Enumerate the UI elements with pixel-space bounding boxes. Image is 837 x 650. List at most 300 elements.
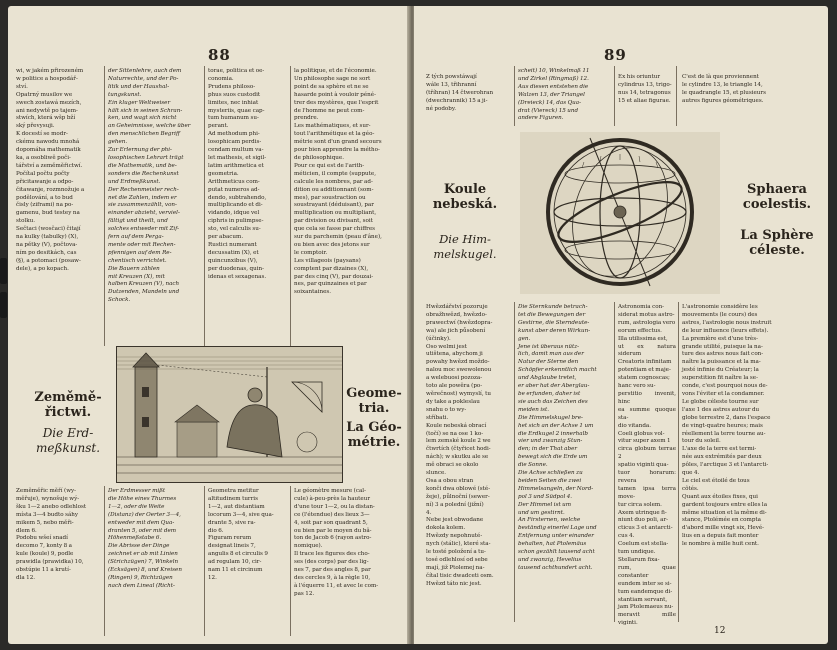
text-line: přicitawanje a odpo- xyxy=(16,178,74,185)
text-line: que 4. xyxy=(682,470,700,477)
text-line: Creatoris infinitam xyxy=(618,359,672,366)
text-line: perant. xyxy=(208,123,229,130)
text-line: An Firsternen, welche xyxy=(518,517,581,524)
left-top-column-latin xyxy=(208,68,286,281)
text-line: ut ex natura siderum xyxy=(618,343,676,358)
text-line: Der Himmel ist um xyxy=(518,501,572,508)
text-line: die Erdkugel 2 innerhalb xyxy=(518,430,588,437)
text-line: Ad methodum phi- xyxy=(208,131,260,138)
text-line: l'axe 1 des astres autour du xyxy=(682,406,760,413)
text-line: stantiam servant, xyxy=(618,596,668,603)
text-line: halben Kreuzen (V), nach xyxy=(108,281,180,288)
text-line: cule) à-peu-près la hauteur xyxy=(294,495,370,502)
text-line: an Geheimnisse, welche über xyxy=(108,123,191,130)
text-line: und Zirkel (Ringmaß) 12. xyxy=(518,75,589,82)
text-line: circa globum terrae 2 xyxy=(618,446,676,461)
text-line: er aber hat der Aberglau- xyxy=(518,383,590,390)
text-line: stwích, která wšp bží xyxy=(16,115,76,122)
text-line: tářství a zeměměřictwí. xyxy=(16,162,83,169)
text-line: trer des mystères, que l'esprit xyxy=(294,99,379,106)
text-line: Le globe céleste tourne sur xyxy=(682,398,759,405)
text-line: le comptoir. xyxy=(294,249,328,256)
text-line: mají, již Ptolemej na- xyxy=(426,564,485,571)
text-line: tausend achthundert acht. xyxy=(518,564,593,571)
text-line: L'axe de la terre est termi- xyxy=(682,446,757,453)
text-line: behalten, hat Ptolemäus xyxy=(518,541,587,548)
text-line: sur du parchemin (peau d'âne), xyxy=(294,234,382,241)
text-line: jesté infinie du Créateur; la xyxy=(682,367,759,374)
right-footer-number: 12 xyxy=(714,626,726,636)
text-line: Podobu wšeí snadí xyxy=(16,535,68,542)
text-line: konči dwa oblowé (sté- xyxy=(426,485,491,492)
text-line: Arithmeticus com- xyxy=(208,178,260,185)
text-line: wále 13, třihranní xyxy=(426,81,477,88)
text-line: cylindrus 13, trigo- xyxy=(618,81,672,88)
text-line: Un philosophe sage ne sort xyxy=(294,75,371,82)
text-line: dio vitanda. xyxy=(618,422,652,429)
text-line: vidando, idque vel xyxy=(208,210,260,217)
text-line: Schock. xyxy=(108,297,131,304)
text-line: mes), par soustraction ou xyxy=(294,194,366,201)
heading-right-czech: Koule nebeská. xyxy=(432,182,498,212)
text-line: pol 3 und Südpol 4. xyxy=(518,493,573,500)
right-bottom-column-latin xyxy=(618,304,676,628)
text-line: 15 et aliae figurae. xyxy=(618,97,671,104)
text-line: ní) 3 a polední (jižní) xyxy=(426,501,484,508)
text-line: na kulky (tabulky) (X), xyxy=(16,234,79,241)
right-bottom-column-french xyxy=(682,304,820,549)
text-line: superstition fit naître la se- xyxy=(682,375,758,382)
text-line: Počítal počtu počty xyxy=(16,170,70,177)
text-line: 1—2, oder die Weite xyxy=(108,503,165,510)
right-bottom-column-german xyxy=(518,304,610,573)
text-line: měřuje), wynošuje wý- xyxy=(16,495,80,502)
text-line: slunce. xyxy=(426,470,447,477)
text-line: K docestí se modr- xyxy=(16,131,68,138)
right-top-column-latin xyxy=(618,74,674,106)
text-line: meravit mille viginti. xyxy=(618,612,676,627)
text-line: perstitio invenit, hinc xyxy=(618,390,676,405)
text-line: a welebuosi pozoza- xyxy=(426,375,483,382)
text-line: let mathesis, et sigil- xyxy=(208,154,267,161)
text-line: beiden Seiten die zwei xyxy=(518,477,582,484)
text-line: conde, c'est pourquoi nous de- xyxy=(682,383,768,390)
text-line: Die Himmelskugel bre- xyxy=(518,414,583,421)
text-line: d'une tour 1—2, ou la distan- xyxy=(294,503,375,510)
text-line: podělování, a to bud xyxy=(16,194,73,201)
text-line: tosé odlehlosí od sebe xyxy=(426,557,488,563)
text-line: putat numeros ad- xyxy=(208,186,260,193)
text-line: réellement la terre tourne au- xyxy=(682,430,766,437)
text-line: de l'homme ne peut com- xyxy=(294,107,365,114)
text-line: utištena, abychom ji xyxy=(426,351,483,358)
text-line: kule (koule) 9, podle xyxy=(16,551,74,558)
text-line: Quant aux étoiles fixes, qui xyxy=(682,493,758,500)
text-line: Himmelsangeln, der Nord- xyxy=(518,485,594,492)
text-line: obražhwězd, hwězdo- xyxy=(426,311,487,318)
text-line: Nebe jest obwodane xyxy=(426,517,484,524)
text-line: gardent toujours entre elles la xyxy=(682,501,768,508)
text-line: (Strichzügen) 7, Winkeln xyxy=(108,559,179,566)
text-line: 4, soit par son quadrant 5, xyxy=(294,519,368,526)
text-line: tamen ipsa terra move- xyxy=(618,485,676,500)
text-line: le cylindre 13, le triangle 14, xyxy=(682,81,763,88)
text-line: nách); w skutku ale se xyxy=(426,454,489,461)
text-line: die Sonne. xyxy=(518,462,548,469)
text-line: ton de Jacob 6 (rayon astro- xyxy=(294,535,372,542)
text-line: Der Rechenmeister rech- xyxy=(108,186,179,193)
text-line: prawidla (prawidka) 10, xyxy=(16,559,84,566)
text-line: dio 6. xyxy=(208,527,224,534)
text-line: idenas et sexagenas. xyxy=(208,273,267,280)
text-line: Axem utrinque fi- xyxy=(618,509,667,516)
text-line: Zeměměřic měří (wy- xyxy=(16,488,77,494)
text-line: altitudinem turris xyxy=(208,495,258,502)
left-top-column-german xyxy=(108,68,200,305)
text-line: Oso welmi jest xyxy=(426,343,467,350)
text-line: d'abord mille vingt six, Hevé- xyxy=(682,525,765,532)
text-line: nalou moc swewolenou xyxy=(426,367,492,374)
text-line: ken, und wagt sich nicht xyxy=(108,115,177,122)
text-line: potentiam et maje- xyxy=(618,367,671,374)
text-line: le quadrangle 15, et plusieurs xyxy=(682,89,766,96)
heading-german: Die Erd-meßkunst. xyxy=(35,426,101,455)
binder-clip-upper xyxy=(0,258,7,284)
text-line: drat (Viereck) 15 und xyxy=(518,107,579,114)
text-line: Höhenmeßstabe 6. xyxy=(108,535,162,542)
text-line: de philosophique. xyxy=(294,154,344,161)
text-line: dendo, subtrahendo, xyxy=(208,194,267,201)
text-line: čtwrtích (čtyřicet hodi- xyxy=(426,446,491,453)
text-line: het sich an der Achse 1 um xyxy=(518,422,594,429)
text-line: gehen. xyxy=(108,139,128,146)
text-line: mouvements (le cours) des xyxy=(682,311,758,318)
text-line: Ein kluger Weltweiser xyxy=(108,99,171,106)
text-line: powahy hwězd moždo- xyxy=(426,359,490,366)
text-line: ou bien par le moyen du bâ- xyxy=(294,527,372,534)
left-top-column-czech xyxy=(16,68,100,274)
text-line: dla 12. xyxy=(16,574,36,581)
text-line: quincunxibus (V), xyxy=(208,257,258,264)
text-line: soustrayant (déduisant), par xyxy=(294,202,374,209)
right-top-column-czech xyxy=(426,74,510,114)
left-bottom-column-german xyxy=(108,488,200,591)
text-line: tour du soleil. xyxy=(682,438,721,445)
text-line: pfennigen auf dem Re- xyxy=(108,249,172,256)
text-line: 4. xyxy=(426,509,432,516)
text-line: tuor horarum: revera xyxy=(618,470,676,484)
text-line: ani nedywtě po tajem- xyxy=(16,107,78,114)
left-bottom-column-french xyxy=(294,488,400,599)
text-line: fern auf dem Perga- xyxy=(108,234,164,241)
text-line: née aux extrémités par deux xyxy=(682,454,762,461)
text-line: čitawanje, rozmnožuje a xyxy=(16,186,85,193)
text-line: tur circa solem. xyxy=(618,501,662,508)
text-line: ture des astres nous fait con- xyxy=(682,351,764,358)
text-line: Koule nebeská obrací xyxy=(426,422,487,429)
text-line: pour bien apprendre la métho- xyxy=(294,147,380,154)
text-line: cticus 3 et antarcti- xyxy=(618,525,673,532)
text-line: siderat motus astro- xyxy=(618,311,675,318)
text-line: Sečtaci (wosčaci) čitají xyxy=(16,226,81,233)
text-line: lem zemské koule 2 we xyxy=(426,438,491,445)
text-line: ciphris in pulimpse- xyxy=(208,218,264,225)
text-line: Entfernung unter einander xyxy=(518,533,594,540)
text-line: und Abglaube tretet, xyxy=(518,375,577,382)
text-line: Der Erdmesser mißt xyxy=(108,488,166,494)
text-line: w politice a hospodář- xyxy=(16,75,78,82)
text-line: tout l'arithmétique et la géo- xyxy=(294,131,375,138)
text-line: dranten 5, oder mit dem xyxy=(108,527,177,534)
text-line: den menschlichen Begriff xyxy=(108,131,180,138)
text-line: Jene ist überaus nütz- xyxy=(518,343,580,350)
text-line: die Mathematik, und be- xyxy=(108,162,177,169)
geometry-engraving xyxy=(116,346,343,483)
text-line: nus 14, tetragonus xyxy=(618,89,671,96)
text-line: decomo 7, konty 8 a xyxy=(16,543,72,550)
text-line: eorum effectus. xyxy=(618,327,662,334)
text-line: ad regulam 10, cir- xyxy=(208,559,262,566)
text-line: angulis 8 et circulis 9 xyxy=(208,551,268,558)
text-line: Astronomia con- xyxy=(618,304,665,310)
text-line: Schöpfer erkenntlich macht xyxy=(518,367,597,374)
text-line: 1—2, aut distantiam xyxy=(208,503,265,510)
text-line: (točí) se na ose 1 ko- xyxy=(426,430,484,437)
text-line: swech zostawá mezích, xyxy=(16,99,82,106)
text-line: Osa a obou stran xyxy=(426,477,474,484)
text-line: die Höhe eines Thurmes xyxy=(108,495,177,502)
text-line: mysteriis, quae cap- xyxy=(208,107,265,114)
text-line: ka, a osobliwě poči- xyxy=(16,154,71,161)
right-page-number: 89 xyxy=(604,46,627,64)
text-line: ou bien avec des jetons sur xyxy=(294,241,370,248)
text-line: dopomáha mathematik xyxy=(16,147,81,154)
text-line: nomique). xyxy=(294,543,323,550)
text-line: tet die Bewegungen der xyxy=(518,311,586,318)
text-line: à l'équerre 11, et avec le com- xyxy=(294,582,379,589)
text-line: ses (des corps) par des lig- xyxy=(294,559,369,566)
text-line: côtés. xyxy=(682,485,699,492)
text-line: Le géomètre mesure (cal- xyxy=(294,488,366,494)
text-line: cendam multum va- xyxy=(208,147,264,154)
text-line: prawectwí (hwězdopra- xyxy=(426,319,493,326)
text-line: lius en a depuis fait monter xyxy=(682,533,759,540)
text-line: decussatim (X), et xyxy=(208,249,259,256)
text-line: einander abzieht, verviel- xyxy=(108,210,180,217)
text-line: nych (stálic), které sta- xyxy=(426,541,491,548)
text-line: ce (l'étendue) des lieux 3— xyxy=(294,511,370,518)
text-line: Coeli globus vol- xyxy=(618,430,665,437)
text-line: der Sittenlehre, auch dem xyxy=(108,68,182,74)
text-line: Il trace les figures des cho- xyxy=(294,551,370,558)
text-line: andere Figuren. xyxy=(518,115,564,122)
text-line: wa) ale jich působení xyxy=(426,327,486,334)
text-line: ním po desitkách, cas xyxy=(16,249,77,256)
text-line: Hwězdářství pozoruje xyxy=(426,304,488,310)
text-line: statem cognoscas; xyxy=(618,375,670,382)
text-line: per abacum. xyxy=(208,234,244,241)
text-line: chentisch verrichtet. xyxy=(108,257,167,264)
text-line: snahu o to wy- xyxy=(426,406,467,413)
text-line: le tosté položení a tu- xyxy=(426,549,486,556)
left-page xyxy=(8,6,410,644)
text-line: Stellarum fixa- xyxy=(618,557,660,563)
text-line: spatio viginti qua- xyxy=(618,462,669,469)
text-line: mě obraci se okolo xyxy=(426,462,479,469)
heading-czech: Zeměmě-řictwi. xyxy=(34,390,102,420)
text-line: de vingt-quatre heures; mais xyxy=(682,422,763,429)
text-line: Pour ce qui est de l'arith- xyxy=(294,162,365,169)
text-line: beständig einerlei Lage und xyxy=(518,525,597,532)
text-line: sonders die Rechenkunst xyxy=(108,170,179,177)
text-line: per duodenas, quin- xyxy=(208,265,265,272)
text-line: L'astronomie considère les xyxy=(682,304,758,310)
text-line: wi, w jakém přirozeném xyxy=(16,68,84,74)
text-line: Die Abrisse der Dinge xyxy=(108,543,170,550)
text-line: (Distanz) der Oerter 3—4, xyxy=(108,511,181,518)
text-line: drante 5, sive ra- xyxy=(208,519,256,526)
text-line: ství. xyxy=(16,83,28,90)
text-line: bewegt sich die Erde um xyxy=(518,454,588,461)
text-line: né podoby. xyxy=(426,105,457,112)
text-line: ský převysuji. xyxy=(16,123,55,130)
text-line: prendre. xyxy=(294,115,319,122)
text-line: geometria. xyxy=(208,170,239,177)
text-line: Walzen 13, der Triangel xyxy=(518,91,585,98)
text-line: point de sa sphère et ne se xyxy=(294,83,369,90)
text-line: pas 12. xyxy=(294,590,315,597)
text-line: čítal tisic dwadceti osm. xyxy=(426,572,494,579)
text-line: vons l'éviter et la condamner. xyxy=(682,390,765,397)
text-line: (Dreieck) 14, das Qua- xyxy=(518,99,581,106)
text-line: obstúpie 11 a krutí- xyxy=(16,567,71,574)
text-line: stříbati. xyxy=(426,414,449,421)
left-page-number: 88 xyxy=(208,46,231,64)
heading-french-latin: Geome-tria. xyxy=(346,386,402,416)
left-bottom-column-latin xyxy=(208,488,286,583)
text-line: sie auch das Zeichen des xyxy=(518,398,588,405)
text-line: 12. xyxy=(208,574,217,581)
text-line: niunt duo poli, ar- xyxy=(618,517,669,524)
text-line: (Ringen) 9, Richtzügen xyxy=(108,574,173,581)
text-line: vitur super axem 1 xyxy=(618,438,671,445)
text-line: stance, Ptolémée en compta xyxy=(682,517,761,524)
text-line: calcule les nombres, par ad- xyxy=(294,178,373,185)
text-line: (účinky). xyxy=(426,335,451,342)
text-line: hasarde point à vouloir péné- xyxy=(294,91,376,98)
text-line: dition ou additionnant (som- xyxy=(294,186,374,193)
text-line: (tříhran) 14 čtwerohran xyxy=(426,89,494,96)
text-line: hält sich in seinen Schran- xyxy=(108,107,183,114)
text-line: Dutzenden, Mandeln und xyxy=(108,289,180,296)
text-line: hanc vero su- xyxy=(618,383,656,390)
text-line: dele), a po kopach. xyxy=(16,265,69,272)
text-line: und zwanzig, Hevelius xyxy=(518,557,582,563)
text-line: par division ou divisant, soit xyxy=(294,218,373,225)
text-line: Zur Erlernung der phi- xyxy=(108,147,172,154)
text-line: wěrečnost) wymyslí, tu xyxy=(426,390,491,397)
text-line: que cela se fasse par chiffres xyxy=(294,226,376,233)
left-bottom-column-czech xyxy=(16,488,100,583)
text-line: grande utilité, puisque la na- xyxy=(682,343,763,350)
heading-right-latin: Sphaera coelestis. xyxy=(742,182,812,212)
text-line: nes 7, par des angles 8, par xyxy=(294,567,371,574)
text-line: tum humanum su- xyxy=(208,115,259,122)
text-line: Gestirne, die Sterndeute- xyxy=(518,319,590,326)
text-line: (dwechrannik) 15 a ji- xyxy=(426,97,488,104)
text-line: eundem inter se si- xyxy=(618,580,672,587)
text-line: Les mathématiques, et sur- xyxy=(294,123,371,130)
text-line: nes, par quinzaines et par xyxy=(294,281,367,288)
text-line: phus suos custodit xyxy=(208,91,261,98)
text-line: astres, l'astrologie nous instruit xyxy=(682,319,772,326)
text-line: ea summe quoque sta- xyxy=(618,406,676,421)
text-line: dokola kolem. xyxy=(426,525,466,532)
text-line: Natur der Sterne den xyxy=(518,359,579,366)
text-line: místa 3—4 budto sáhy xyxy=(16,511,79,518)
binder-clip-lower xyxy=(0,292,7,318)
text-line: rum, quae constanter xyxy=(618,564,676,579)
text-line: Coelum est stella- xyxy=(618,541,669,548)
text-line: schon gezählt tausend acht xyxy=(518,549,595,556)
text-line: La première est d'une très- xyxy=(682,335,758,342)
right-bottom-column-czech xyxy=(426,304,510,589)
text-line: tum undique. xyxy=(618,549,656,556)
text-line: tungskunst. xyxy=(108,91,142,98)
text-line: zeichnet er ab mit Linien xyxy=(108,551,178,558)
text-line: Die Bauern zählen xyxy=(108,265,160,272)
text-line: cus 4. xyxy=(618,533,635,540)
text-line: autres figures géométriques. xyxy=(682,97,764,104)
text-line: gamenu, bud testey na xyxy=(16,210,80,217)
text-line: des cercles 9, à la règle 10, xyxy=(294,574,371,581)
text-line: mit Kreuzen (X), mit xyxy=(108,273,165,280)
text-line: žeje), půlnoční (sewer- xyxy=(426,493,490,500)
text-line: torae, politica et oe- xyxy=(208,68,265,74)
text-line: Z tých powstáwají xyxy=(426,74,477,80)
text-line: losophicam perdis- xyxy=(208,139,262,146)
heading-right-german: Die Him-melskugel. xyxy=(433,232,497,261)
text-line: und Erdmeßkunst. xyxy=(108,178,161,185)
text-line: la politique, et de l'économie. xyxy=(294,68,377,74)
text-line: Figuram rerum xyxy=(208,535,252,542)
text-line: méticien, il compte (suppute, xyxy=(294,170,376,177)
text-line: sto, vel calculis su- xyxy=(208,226,261,233)
text-line: vier und zwanzig Stun- xyxy=(518,438,583,445)
text-line: par des cinq (V), par douzai- xyxy=(294,273,374,280)
text-line: meiden ist. xyxy=(518,406,550,413)
text-line: Naturrechte, und der Po- xyxy=(108,75,179,82)
text-line: Illa utilissima est, xyxy=(618,335,668,342)
text-line: (Ecksägen) 8, und Kreisen xyxy=(108,567,182,574)
left-top-column-french xyxy=(294,68,400,297)
text-line: globe terrestre 2, dans l'espace xyxy=(682,414,771,421)
text-line: même situation et la même di- xyxy=(682,509,767,516)
text-line: ckému nawodu mnohá xyxy=(16,139,80,146)
text-line: mikem 5, nebo měři- xyxy=(16,519,74,526)
text-line: naître la puissance et la ma- xyxy=(682,359,761,366)
text-line: C'est de là que proviennent xyxy=(682,74,759,80)
text-line: Die Achse schließen zu xyxy=(518,470,583,477)
text-line: kunst aber deren Wirkun- xyxy=(518,327,591,334)
text-line: limites, nec inhiat xyxy=(208,99,259,106)
text-line: soixantaines. xyxy=(294,289,332,296)
text-line: Geometra metitur xyxy=(208,488,259,494)
text-line: gen. xyxy=(518,335,531,342)
text-line: nach dem Lineal (Richt- xyxy=(108,582,175,589)
text-line: net die Zahlen, indem er xyxy=(108,194,177,201)
heading-french: La Géo-métrie. xyxy=(346,420,402,450)
